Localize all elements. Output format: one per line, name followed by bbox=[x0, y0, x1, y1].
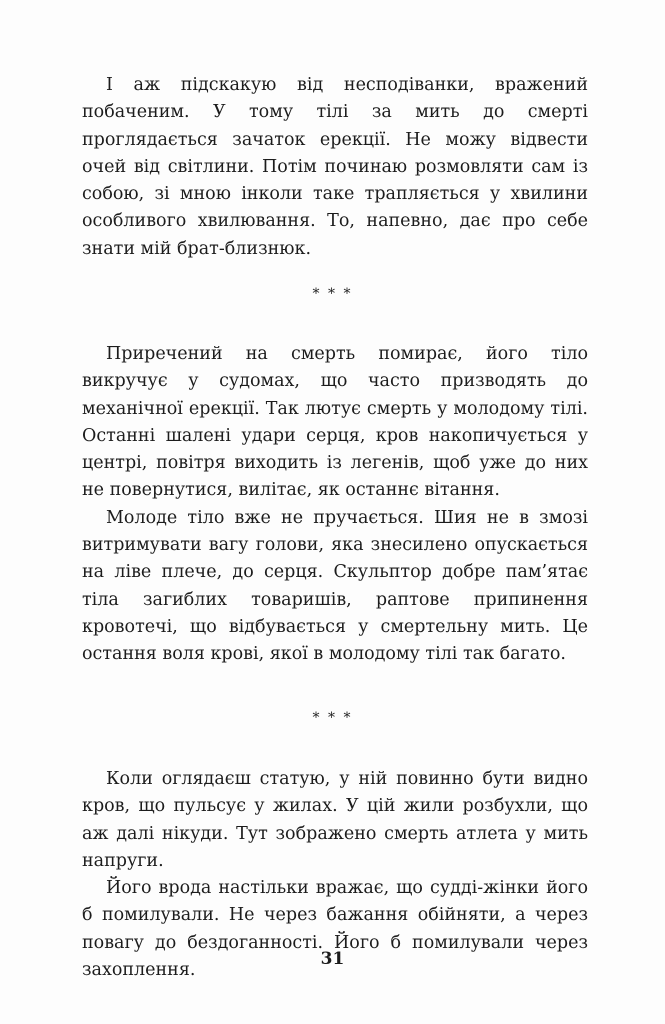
paragraph: І аж підскакую від несподіванки, вражений побаченим. У тому тілі за мить до смерті проглядається зачаток ерекції. Не можу відвести очей від світлини. Потім починаю розмовляти сам із собою, зі мною інколи таке трапляється у хвилини особливого хвилювання. То, напевно, дає про себе знати мій брат-близнюк. bbox=[82, 75, 588, 259]
paragraph: Коли оглядаєш статую, у ній повинно бути видно кров, що пульсує у жилах. У цій жили розбухли, що аж далі нікуди. Тут зображено смерть атлета у мить напруги. bbox=[82, 769, 588, 871]
page-number: 31 bbox=[320, 949, 345, 969]
section-separator: * * * bbox=[312, 710, 353, 726]
section-separator: * * * bbox=[312, 286, 353, 302]
text-section-1 bbox=[82, 72, 588, 263]
paragraph: Його врода настільки вражає, що судді-жінки його б помилували. Не через бажання обійняти, а через повагу до бездоганності. Його б помилували через захоплення. bbox=[82, 878, 588, 981]
text-section-2 bbox=[82, 341, 588, 669]
paragraph: Молоде тіло вже не пручається. Шия не в змозі витримувати вагу голови, яка знесилено опускається на ліве плече, до серця. Скульптор добре пам’ятає тіла загиблих товаришів, раптове припинення кровотечі, що відбувається у смертельну мить. Це остання воля крові, якої в молодому тілі так багато. bbox=[82, 507, 588, 665]
paragraph: Приречений на смерть помирає, його тіло викручує у судомах, що часто призводять до механічної ерекції. Так лютує смерть у молодому тілі. Останні шалені удари серця, кров накопичується у центрі, повітря виходить із легенів, щоб уже до них не повернутися, вилітає, як останнє вітання. bbox=[82, 344, 588, 501]
